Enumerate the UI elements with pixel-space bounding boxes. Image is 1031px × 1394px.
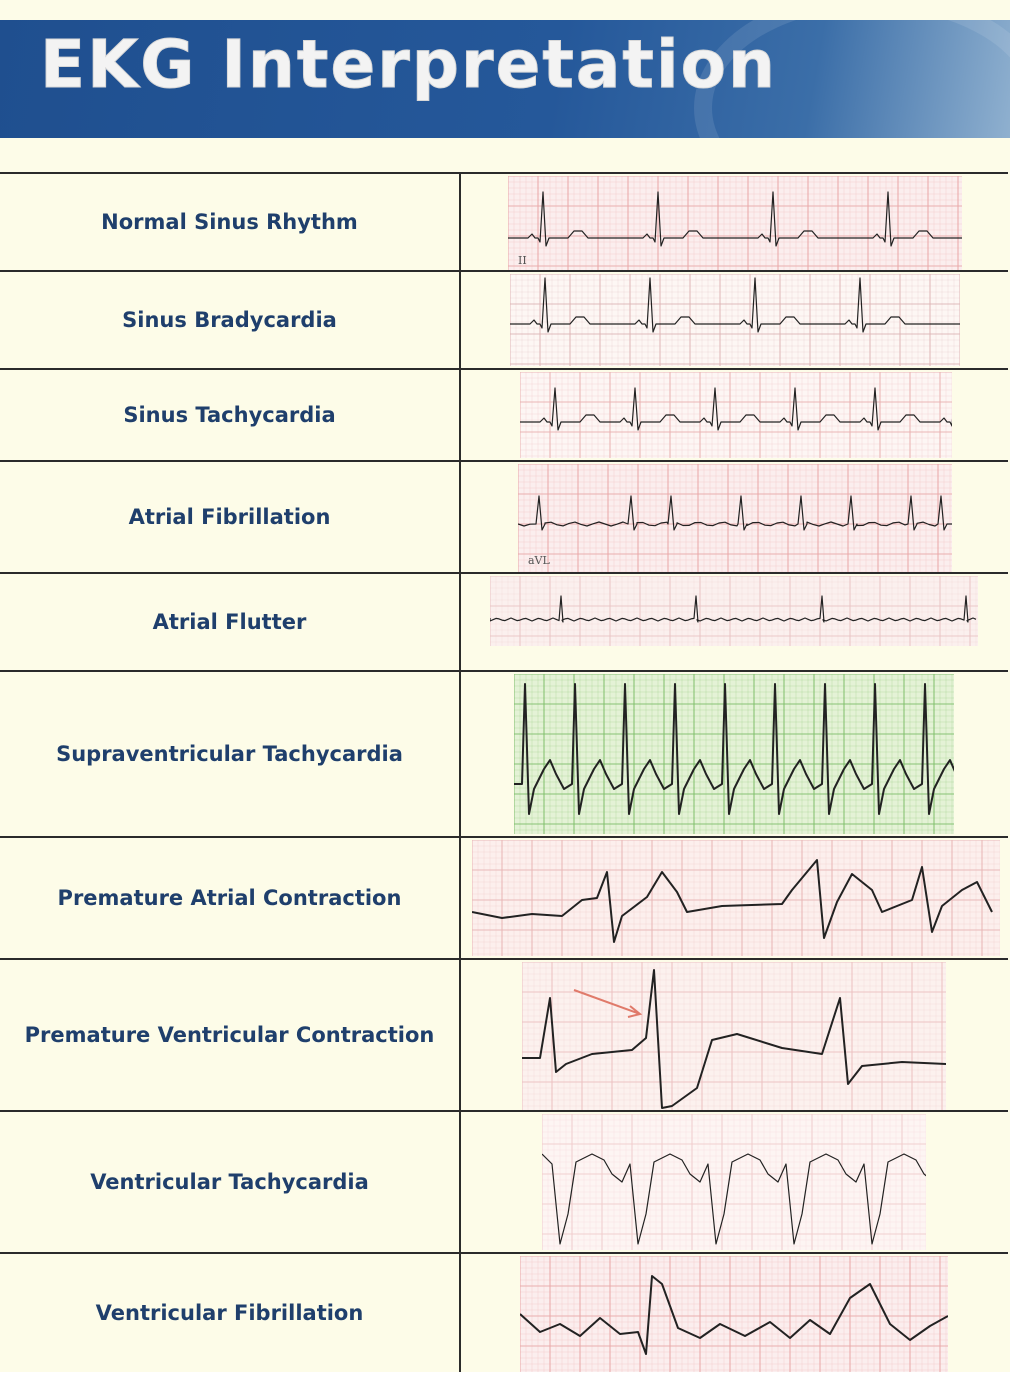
rhythm-row: [0, 270, 1008, 368]
ekg-grid: [514, 674, 954, 834]
rhythm-label: Premature Atrial Contraction: [57, 886, 402, 910]
ekg-strip-atrial-fibrillation: [518, 464, 952, 572]
rhythm-label: Sinus Bradycardia: [122, 308, 337, 332]
rhythm-row: [0, 1252, 1008, 1372]
rhythm-label: Ventricular Fibrillation: [95, 1301, 364, 1325]
ekg-grid: [520, 372, 952, 458]
ekg-strip-atrial-flutter: [490, 576, 978, 646]
ekg-grid: [490, 576, 978, 646]
rhythm-row: [0, 1110, 1008, 1252]
rhythm-label: Sinus Tachycardia: [123, 403, 336, 427]
rhythm-label: Supraventricular Tachycardia: [56, 742, 403, 766]
ekg-strip-sinus-bradycardia: [510, 274, 960, 366]
rhythm-row: [0, 368, 1008, 460]
ekg-strip-svt: [514, 674, 954, 834]
rhythm-label: Normal Sinus Rhythm: [101, 210, 358, 234]
rhythm-row: [0, 958, 1008, 1110]
rhythm-row: [0, 572, 1008, 670]
ekg-strip-normal-sinus: [508, 176, 962, 272]
title-banner: [0, 20, 1010, 138]
page-title: EKG Interpretation: [40, 26, 777, 103]
ekg-strip-ventricular-tachycardia: [542, 1114, 926, 1250]
rhythm-row: [0, 670, 1008, 836]
rhythm-label: Ventricular Tachycardia: [90, 1170, 369, 1194]
lead-label: II: [518, 254, 527, 267]
rhythm-row: [0, 460, 1008, 572]
rhythm-row: [0, 836, 1008, 958]
ekg-strip-sinus-tachycardia: [520, 372, 952, 458]
ekg-grid: [472, 840, 1000, 956]
rhythm-label: Premature Ventricular Contraction: [24, 1023, 435, 1047]
ekg-strip-ventricular-fibrillation: [520, 1256, 948, 1372]
ekg-grid: [510, 274, 960, 366]
ekg-grid: [520, 1256, 948, 1372]
rhythm-label: Atrial Fibrillation: [128, 505, 331, 529]
ekg-strip-pvc: [522, 962, 946, 1110]
ekg-grid: [508, 176, 962, 272]
ekg-strip-pac: [472, 840, 1000, 956]
lead-label: aVL: [528, 554, 550, 567]
ekg-grid: [518, 464, 952, 572]
ekg-grid: [542, 1114, 926, 1250]
rhythm-label: Atrial Flutter: [152, 610, 307, 634]
ekg-grid: [522, 962, 946, 1110]
rhythm-row: [0, 172, 1008, 270]
